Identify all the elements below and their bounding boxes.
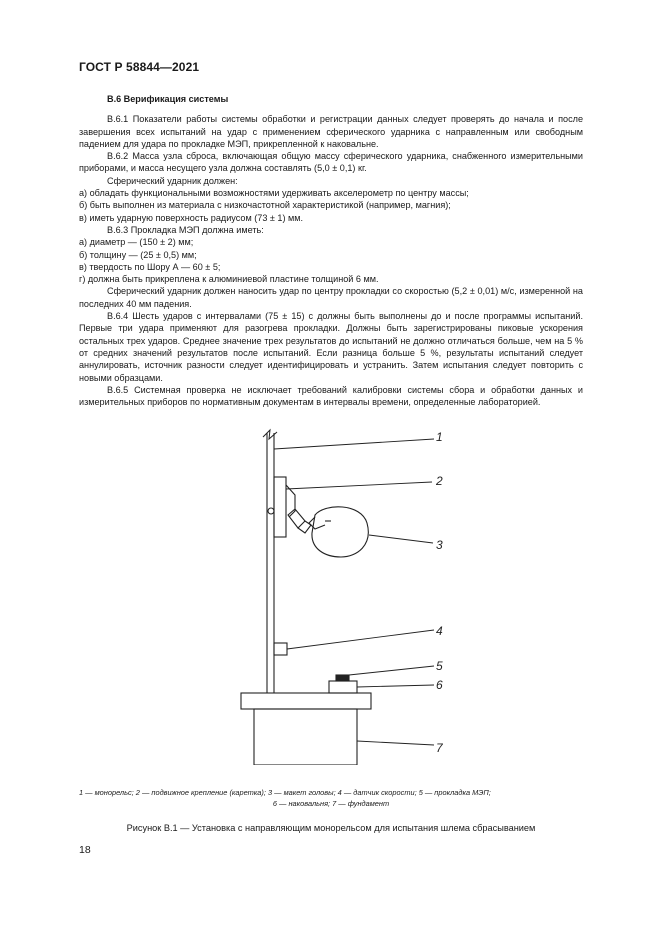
monorail [263, 430, 277, 693]
callout-3: 3 [436, 538, 443, 552]
foundation [241, 693, 371, 765]
list-item: а) обладать функциональными возможностями удерживать акселерометр по центру массы; [79, 188, 469, 199]
speed-sensor [274, 643, 287, 655]
drop-rig-diagram [79, 425, 583, 765]
mep-pad [336, 675, 349, 681]
section-title: В.6 Верификация системы [107, 94, 229, 104]
legend-line: 6 — наковальня; 7 — фундамент [272, 798, 390, 808]
list-item: г) должна быть прикреплена к алюминиевой пластине толщиной 6 мм. [79, 274, 379, 285]
figure-caption: Рисунок В.1 — Установка с направляющим монорельсом для испытания шлема сбрасыванием [126, 823, 536, 833]
callout-1: 1 [436, 430, 443, 444]
paragraph: Сферический ударник должен: [107, 175, 238, 186]
anvil [329, 681, 357, 693]
callout-7: 7 [436, 741, 443, 755]
figure-drop-rig [79, 425, 583, 765]
document-header: ГОСТ Р 58844—2021 [79, 60, 200, 74]
paragraph: В.6.3 Прокладка МЭП должна иметь: [107, 224, 264, 235]
page-number: 18 [79, 844, 91, 856]
list-item: а) диаметр — (150 ± 2) мм; [79, 237, 194, 248]
section-body [79, 93, 583, 408]
paragraph: В.6.2 Масса узла сброса, включающая общую массу сферического ударника, снабженного измерительными приборами, и масса несущего узла должна составлять (5,0 ± 0,1) кг. [79, 151, 583, 174]
leader-lines [274, 439, 434, 745]
callout-4: 4 [436, 624, 443, 638]
figure-legend [79, 788, 583, 809]
list-item: б) быть выполнен из материала с низкочастотной характеристикой (например, магния); [79, 200, 451, 211]
list-item: в) иметь ударную поверхность радиусом (73 ± 1) мм. [79, 212, 304, 223]
paragraph: Сферический ударник должен наносить удар по центру прокладки со скоростью (5,2 ± 0,01) м/с, измеренной на последних 40 мм падения. [79, 286, 583, 309]
head-form [309, 507, 368, 557]
legend-line: 1 — монорельс; 2 — подвижное крепление (каретка); 3 — макет головы; 4 — датчик скорости; 5 — прокладка МЭП; [79, 788, 491, 797]
carriage [268, 477, 311, 537]
list-item: в) твердость по Шору А — 60 ± 5; [79, 261, 221, 272]
callout-2: 2 [436, 474, 443, 488]
callout-5: 5 [436, 659, 443, 673]
callout-6: 6 [436, 678, 443, 692]
list-item: б) толщину — (25 ± 0,5) мм; [79, 249, 197, 260]
paragraph: В.6.1 Показатели работы системы обработки и регистрации данных следует проверять до начала и после завершения всех испытаний на удар с применением сферического ударника с направленным или свободным падением для удара по прокладке МЭП, прикрепленной к наковальне. [79, 114, 583, 149]
paragraph: В.6.4 Шесть ударов с интервалами (75 ± 15) с должны быть выполнены до и после программы испытаний. Первые три удара применяют для разогрева прокладки. Должны быть зарегистрированы пиковые ускорения остальных трех ударов. Среднее значение трех результатов до испытаний не должно отличаться больше, чем на 5 % от средних значений результатов после испытаний. Если разница больше 5 %, результаты испытаний следует аннулировать, источник разности следует идентифицировать и устранить. Затем испытания следует повторить с новыми образцами. [79, 311, 583, 383]
paragraph: В.6.5 Системная проверка не исключает требований калибровки системы сбора и обработки данных и измерительных приборов по нормативным документам в интервалы времени, определенные лабораторией. [79, 384, 583, 408]
